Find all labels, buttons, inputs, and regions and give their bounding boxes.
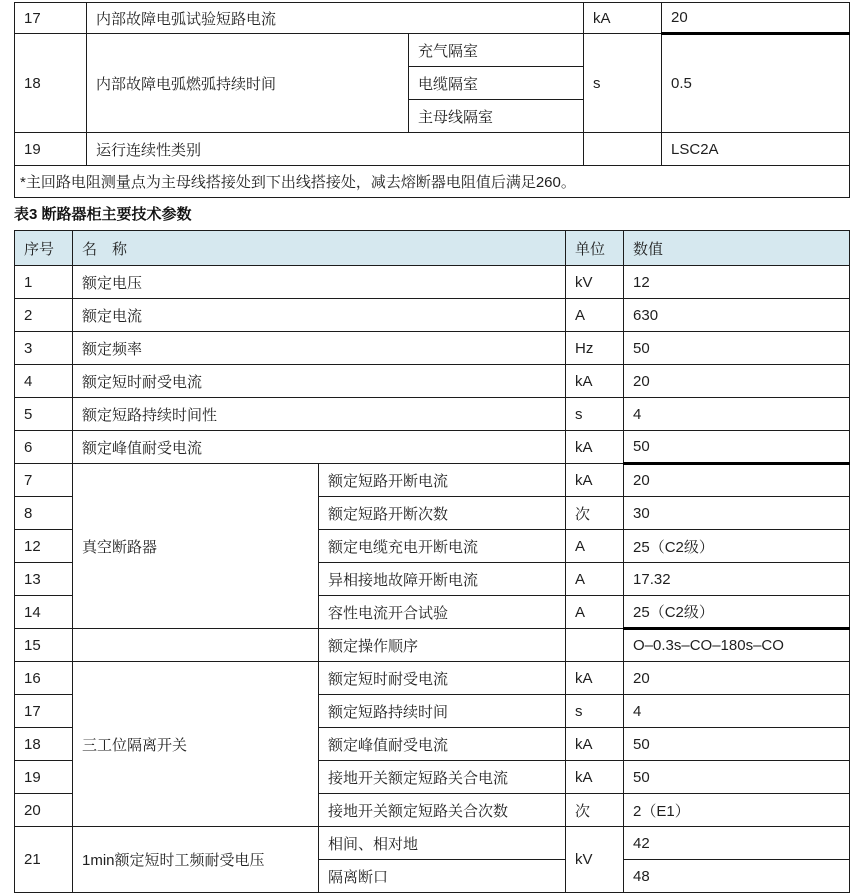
- cell-value: 20: [624, 662, 850, 695]
- header-no: 序号: [15, 231, 73, 266]
- cell-param-name: 额定电压: [73, 266, 566, 299]
- cell-value: 48: [624, 860, 850, 893]
- cell-no: 3: [15, 332, 73, 365]
- cell-unit: kA: [566, 761, 624, 794]
- cell-value: 4: [624, 695, 850, 728]
- cell-sub-name: 隔离断口: [319, 860, 566, 893]
- cell-group-name: [73, 629, 319, 662]
- cell-no: 17: [15, 695, 73, 728]
- header-name: 名 称: [73, 231, 566, 266]
- table3: [14, 230, 850, 893]
- table3-title: 表3 断路器柜主要技术参数: [14, 206, 192, 223]
- cell-unit: 次: [566, 794, 624, 827]
- cell-value: 20: [624, 464, 850, 497]
- cell-sub-name: 额定峰值耐受电流: [319, 728, 566, 761]
- cell-unit: A: [566, 563, 624, 596]
- cell-unit: Hz: [566, 332, 624, 365]
- table-row: [15, 34, 850, 67]
- cell-no: 12: [15, 530, 73, 563]
- cell-sub-name: 额定短路开断次数: [319, 497, 566, 530]
- cell-no: 19: [15, 133, 87, 166]
- cell-unit: kA: [566, 662, 624, 695]
- cell-sub-name: 充气隔室: [409, 34, 584, 67]
- table-row: [15, 133, 850, 166]
- table-footnote: *主回路电阻测量点为主母线搭接处到下出线搭接处，减去熔断器电阻值后满足260。: [15, 166, 850, 198]
- cell-no: 7: [15, 464, 73, 497]
- cell-no: 18: [15, 34, 87, 133]
- cell-value: 20: [662, 3, 850, 34]
- cell-value: 25（C2级）: [624, 530, 850, 563]
- cell-unit: A: [566, 530, 624, 563]
- header-unit: 单位: [566, 231, 624, 266]
- cell-sub-name: 额定操作顺序: [319, 629, 566, 662]
- cell-unit: A: [566, 596, 624, 629]
- cell-unit: kV: [566, 827, 624, 893]
- cell-no: 4: [15, 365, 73, 398]
- cell-no: 13: [15, 563, 73, 596]
- cell-unit: s: [566, 398, 624, 431]
- cell-unit: kA: [566, 728, 624, 761]
- cell-sub-name: 额定短路开断电流: [319, 464, 566, 497]
- cell-value: 12: [624, 266, 850, 299]
- cell-value: 2（E1）: [624, 794, 850, 827]
- cell-param-name: 额定电流: [73, 299, 566, 332]
- cell-no: 8: [15, 497, 73, 530]
- table-row: [15, 629, 850, 662]
- table-row: [15, 431, 850, 464]
- cell-value: 20: [624, 365, 850, 398]
- cell-param-name: 额定峰值耐受电流: [73, 431, 566, 464]
- upper-table: [14, 2, 850, 198]
- cell-value: 50: [624, 332, 850, 365]
- cell-unit: kA: [566, 365, 624, 398]
- cell-unit: A: [566, 299, 624, 332]
- cell-no: 20: [15, 794, 73, 827]
- cell-no: 17: [15, 3, 87, 34]
- cell-no: 21: [15, 827, 73, 893]
- cell-value: 50: [624, 431, 850, 464]
- cell-value: 25（C2级）: [624, 596, 850, 629]
- cell-sub-name: 异相接地故障开断电流: [319, 563, 566, 596]
- cell-unit: kA: [566, 431, 624, 464]
- cell-value: 17.32: [624, 563, 850, 596]
- cell-param-name: 额定短时耐受电流: [73, 365, 566, 398]
- cell-value: 30: [624, 497, 850, 530]
- cell-no: 14: [15, 596, 73, 629]
- cell-sub-name: 容性电流开合试验: [319, 596, 566, 629]
- table-row: [15, 365, 850, 398]
- table-row: [15, 398, 850, 431]
- cell-sub-name: 接地开关额定短路关合电流: [319, 761, 566, 794]
- cell-param-name: 1min额定短时工频耐受电压: [73, 827, 319, 893]
- table-row: [15, 299, 850, 332]
- cell-no: 15: [15, 629, 73, 662]
- table-row: [15, 464, 850, 497]
- cell-no: 1: [15, 266, 73, 299]
- table-row: [15, 3, 850, 34]
- cell-sub-name: 额定电缆充电开断电流: [319, 530, 566, 563]
- table-row: [15, 827, 850, 860]
- cell-value: 50: [624, 761, 850, 794]
- table-row: [15, 662, 850, 695]
- cell-value: 630: [624, 299, 850, 332]
- cell-no: 6: [15, 431, 73, 464]
- cell-group-name: 三工位隔离开关: [73, 662, 319, 827]
- cell-no: 5: [15, 398, 73, 431]
- cell-unit: 次: [566, 497, 624, 530]
- table-row: [15, 332, 850, 365]
- cell-unit: kV: [566, 266, 624, 299]
- cell-sub-name: 相间、相对地: [319, 827, 566, 860]
- cell-unit: [584, 133, 662, 166]
- cell-group-name: 真空断路器: [73, 464, 319, 629]
- cell-unit: [566, 629, 624, 662]
- cell-value: 42: [624, 827, 850, 860]
- cell-unit: s: [566, 695, 624, 728]
- cell-value: O–0.3s–CO–180s–CO: [624, 629, 850, 662]
- cell-no: 18: [15, 728, 73, 761]
- cell-param-name: 运行连续性类别: [87, 133, 584, 166]
- cell-no: 19: [15, 761, 73, 794]
- cell-unit: s: [584, 34, 662, 133]
- cell-sub-name: 接地开关额定短路关合次数: [319, 794, 566, 827]
- cell-param-name: 额定频率: [73, 332, 566, 365]
- cell-param-name: 内部故障电弧燃弧持续时间: [87, 34, 409, 133]
- cell-no: 2: [15, 299, 73, 332]
- cell-value: LSC2A: [662, 133, 850, 166]
- cell-unit: kA: [584, 3, 662, 34]
- cell-param-name: 额定短路持续时间性: [73, 398, 566, 431]
- cell-value: 50: [624, 728, 850, 761]
- cell-no: 16: [15, 662, 73, 695]
- cell-value: 0.5: [662, 34, 850, 133]
- cell-sub-name: 主母线隔室: [409, 100, 584, 133]
- cell-sub-name: 电缆隔室: [409, 67, 584, 100]
- cell-param-name: 内部故障电弧试验短路电流: [87, 3, 584, 34]
- header-value: 数值: [624, 231, 850, 266]
- cell-value: 4: [624, 398, 850, 431]
- table-row: [15, 266, 850, 299]
- cell-sub-name: 额定短路持续时间: [319, 695, 566, 728]
- cell-unit: kA: [566, 464, 624, 497]
- table3-header-row: [15, 231, 850, 266]
- table-footnote-row: [15, 166, 850, 198]
- cell-sub-name: 额定短时耐受电流: [319, 662, 566, 695]
